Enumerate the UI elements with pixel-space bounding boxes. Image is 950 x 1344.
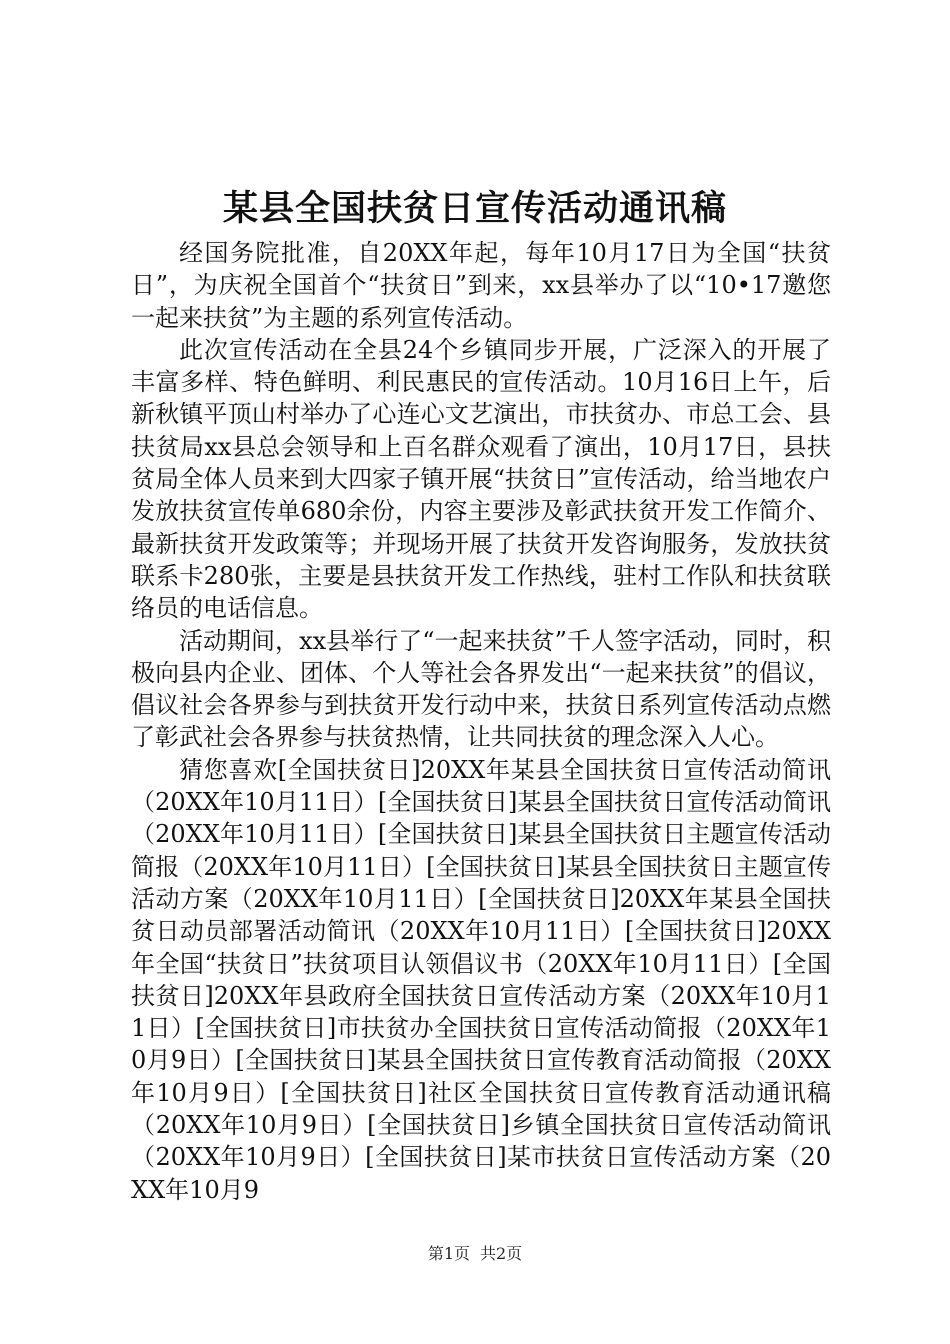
paragraph-intro: 经国务院批准，自20XX年起，每年10月17日为全国“扶贫日”，为庆祝全国首个“扶贫日”到来，xx县举办了以“10•17邀您一起来扶贫”为主题的系列宣传活动。 bbox=[131, 239, 831, 332]
document-body bbox=[131, 237, 831, 1206]
page-number-total: 共2页 bbox=[480, 1244, 523, 1263]
page-number-current: 第1页 bbox=[427, 1244, 470, 1263]
paragraph-signature-event: 活动期间，xx县举行了“一起来扶贫”千人签字活动，同时，积极向县内企业、团体、个人等社会各界发出“一起来扶贫”的倡议，倡议社会各界参与到扶贫开发行动中来，扶贫日系列宣传活动点燃了彰武社会各界参与扶贫热情，让共同扶贫的理念深入人心。 bbox=[131, 626, 831, 752]
paragraph-activities: 此次宣传活动在全县24个乡镇同步开展，广泛深入的开展了丰富多样、特色鲜明、利民惠民的宣传活动。10月16日上午，后新秋镇平顶山村举办了心连心文艺演出，市扶贫办、市总工会、县扶贫局xx县总会领导和上百名群众观看了演出，10月17日，县扶贫局全体人员来到大四家子镇开展“扶贫日”宣传活动，给当地农户发放扶贫宣传单680余份，内容主要涉及彰武扶贫开发工作简介、最新扶贫开发政策等；并现场开展了扶贫开发咨询服务，发放扶贫联系卡280张，主要是县扶贫开发工作热线，驻村工作队和扶贫联络员的电话信息。 bbox=[131, 335, 831, 623]
page-title: 某县全国扶贫日宣传活动通讯稿 bbox=[222, 188, 727, 229]
page-footer bbox=[0, 1243, 950, 1265]
paragraph-related-links: 猜您喜欢[全国扶贫日]20XX年某县全国扶贫日宣传活动简讯（20XX年10月11日）[全国扶贫日]某县全国扶贫日宣传活动简讯（20XX年10月11日）[全国扶贫日]某县全国扶贫日主题宣传活动简报（20XX年10月11日）[全国扶贫日]某县全国扶贫日主题宣传活动方案（20XX年10月11日）[全国扶贫日]20XX年某县全国扶贫日动员部署活动简讯（20XX年10月11日）[全国扶贫日]20XX年全国“扶贫日”扶贫项目认领倡议书（20XX年10月11日）[全国扶贫日]20XX年县政府全国扶贫日宣传活动方案（20XX年10月11日）[全国扶贫日]市扶贫办全国扶贫日宣传活动简报（20XX年10月9日）[全国扶贫日]某县全国扶贫日宣传教育活动简报（20XX年10月9日）[全国扶贫日]社区全国扶贫日宣传教育活动通讯稿（20XX年10月9日）[全国扶贫日]乡镇全国扶贫日宣传活动简讯（20XX年10月9日）[全国扶贫日]某市扶贫日宣传活动方案（20XX年10月9 bbox=[131, 755, 831, 1204]
